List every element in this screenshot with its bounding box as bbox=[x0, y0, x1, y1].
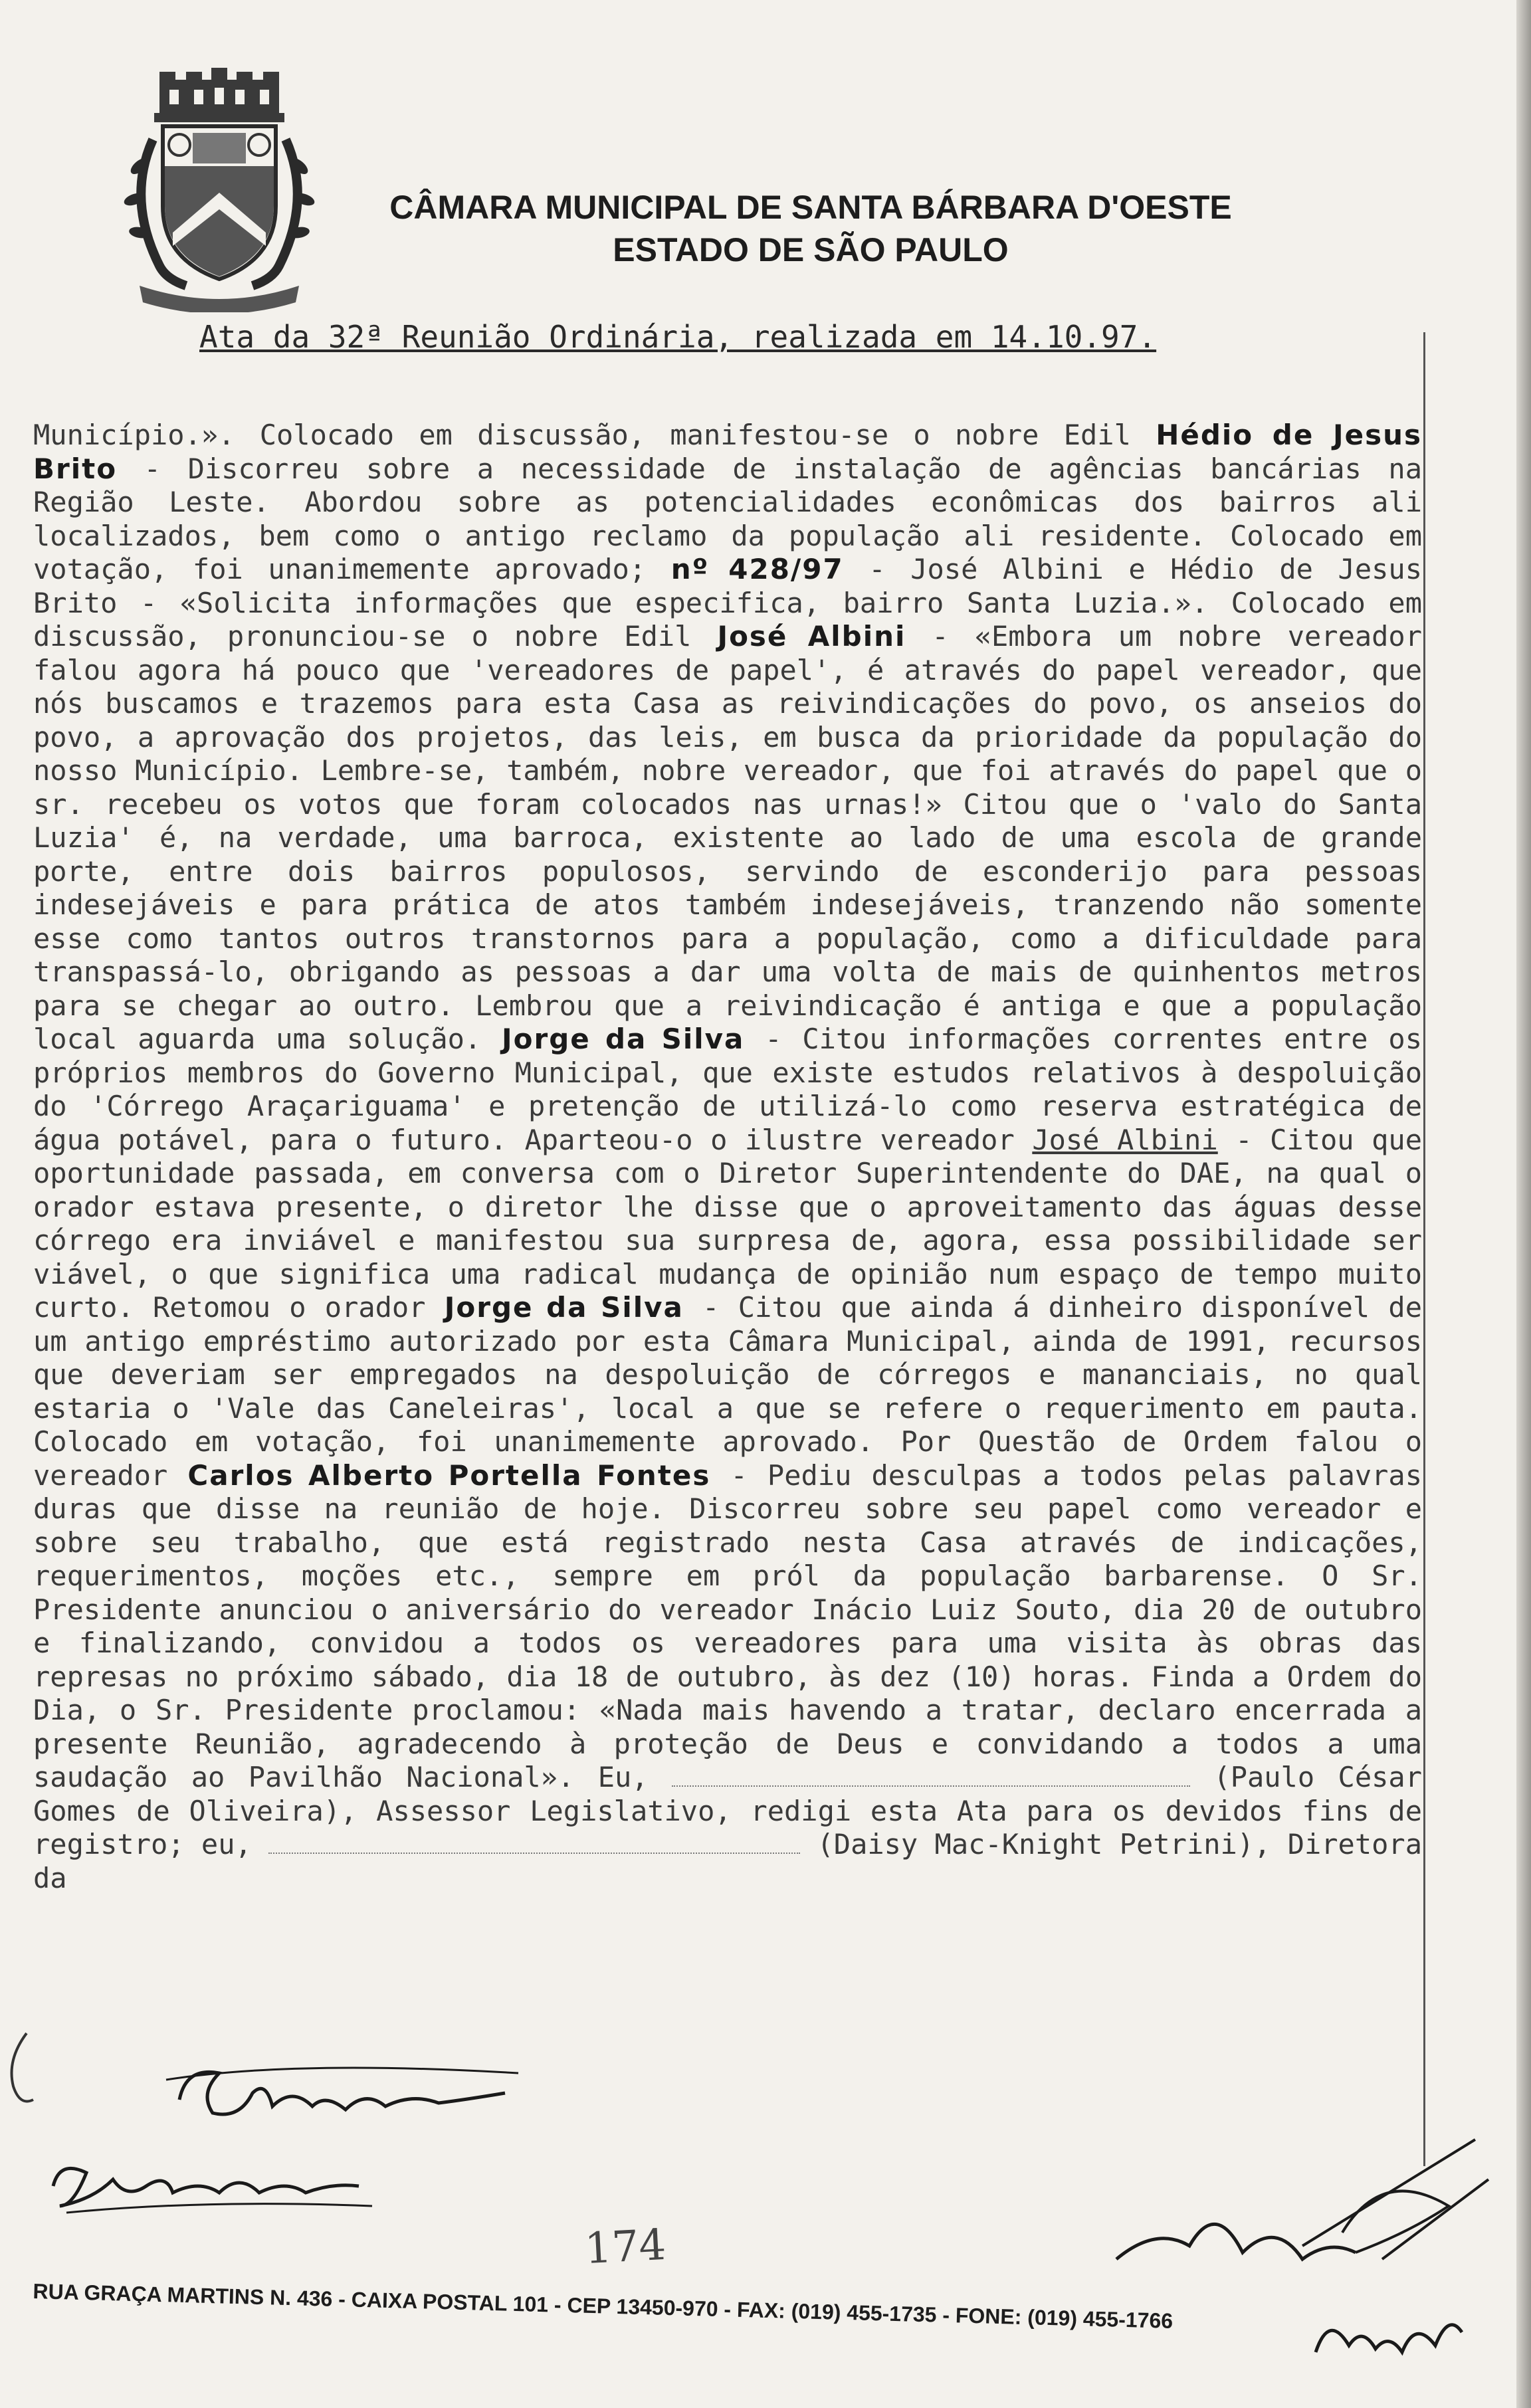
speaker-name: Carlos Alberto Portella Fontes bbox=[187, 1458, 711, 1492]
request-number: nº 428/97 bbox=[670, 553, 844, 585]
address-footer: RUA GRAÇA MARTINS N. 436 - CAIXA POSTAL 101 - CEP 13450-970 - FAX: (019) 455-1735 - FONE: (019) 455-1766 bbox=[33, 2279, 1174, 2333]
document-title bbox=[199, 318, 1263, 356]
speaker-name: José Albini bbox=[717, 620, 906, 652]
page-number: 174 bbox=[583, 2220, 668, 2274]
aparte-name: José Albini bbox=[1032, 1123, 1218, 1156]
speaker-name: Hédio de Jesus Brito bbox=[33, 419, 1422, 485]
minutes-paragraph: Município.». Colocado em discussão, manifestou-se o nobre Edil Hédio de Jesus Brito - Discorreu sobre a necessidade de instalação de agências bancárias na Região Leste. Abordou sobre as potencialidades econômicas dos bairros ali localizados, bem como o antigo reclamo da população ali residente. Colocado em votação, foi unanimemente aprovado; nº 428/97 - José Albini e Hédio de Jesus Brito - «Solicita informações que especifica, bairro Santa Luzia.». Colocado em discussão, pronunciou-se o nobre Edil José Albini - «Embora um nobre vereador falou agora há pouco que 'vereadores de papel', é através do papel vereador, que nós buscamos e trazemos para esta Casa as reivindicações do povo, os anseios do povo, a aprovação dos projetos, das leis, em busca da prioridade da população do nosso Município. Lembre-se, também, nobre vereador, que foi através do papel que o sr. recebeu os votos que foram colocados nas urnas!» Citou que o 'valo do Santa Luzia' é, na verdade, uma barroca, existente ao lado de uma escola de grande porte, entre dois bairros populosos, servindo de esconderijo para pessoas indesejáveis e para prática de atos também indesejáveis, tranzendo não somente esse como tantos outros transtornos para a população, como a dificuldade para transpassá-lo, obrigando as pessoas a dar uma volta de mais de quinhentos metros para se chegar ao outro. Lembrou que a reivindicação é antiga e que a população local aguarda uma solução. Jorge da Silva - Citou informações correntes entre os próprios membros do Governo Municipal, que existe estudos relativos à despoluição do 'Córrego Araçariguama' e pretenção de utilizá-lo como reserva estratégica de água potável, para o futuro. Aparteou-o o ilustre vereador José Albini - Citou que oportunidade passada, em conversa com o Diretor Superintendente do DAE, na qual o orador estava presente, o diretor lhe disse que o aproveitamento das águas desse córrego era inviável e manifestou sua surpresa de, agora, essa possibilidade ser viável, o que significa uma radical mudança de opinião num espaço de tempo muito curto. Retomou o orador Jorge da Silva - Citou que ainda á dinheiro disponível de um antigo empréstimo autorizado por esta Câmara Municipal, ainda de 1991, recursos que deveriam ser empregados na despoluição de córregos e mananciais, no qual estaria o 'Vale das Caneleiras', local a que se refere o requerimento em pauta. Colocado em votação, foi unanimemente aprovado. Por Questão de Ordem falou o vereador Carlos Alberto Portella Fontes - Pediu desculpas a todos pelas palavras duras que disse na reunião de hoje. Discorreu sobre seu papel como vereador e sobre seu trabalho, que está registrado nesta Casa através de indicações, requerimentos, moções etc., sempre em pról da população barbarense. O Sr. Presidente anunciou o aniversário do vereador Inácio Luiz Souto, dia 20 de outubro e finalizando, convidou a todos os vereadores para uma visita às obras das represas no próximo sábado, dia 18 de outubro, às dez (10) horas. Finda a Ordem do Dia, o Sr. Presidente proclamou: «Nada mais havendo a tratar, declaro encerrada a presente Reunião, agradecendo à proteção de Deus e convidando a todos a uma saudação ao Pavilhão Nacional». Eu, (Paulo César Gomes de Oliveira), Assessor Legislativo, redigi esta Ata para os devidos fins de registro; eu, (Daisy Mac-Knight Petrini), Diretora da bbox=[33, 419, 1423, 1894]
signature-paulo-icon bbox=[159, 2053, 532, 2133]
initials-icon bbox=[1302, 2286, 1475, 2379]
letterhead bbox=[346, 186, 1276, 271]
title-text: Ata da 32ª Reunião Ordinária, realizada em 14.10.97. bbox=[199, 319, 1157, 355]
margin-rule bbox=[1423, 332, 1425, 2166]
signature-president-icon bbox=[1103, 2126, 1502, 2279]
state-name: ESTADO DE SÃO PAULO bbox=[613, 231, 1009, 268]
minutes-body bbox=[33, 419, 1422, 1895]
page-edge-shadow bbox=[1516, 0, 1531, 2408]
speaker-name: Jorge da Silva bbox=[444, 1291, 684, 1324]
institution-name: CÂMARA MUNICIPAL DE SANTA BÁRBARA D'OESTE bbox=[389, 189, 1232, 226]
signature-daisy-icon bbox=[40, 2146, 385, 2219]
margin-initial-icon bbox=[0, 2027, 40, 2120]
coat-of-arms-icon bbox=[113, 66, 326, 312]
speaker-name: Jorge da Silva bbox=[502, 1023, 745, 1055]
